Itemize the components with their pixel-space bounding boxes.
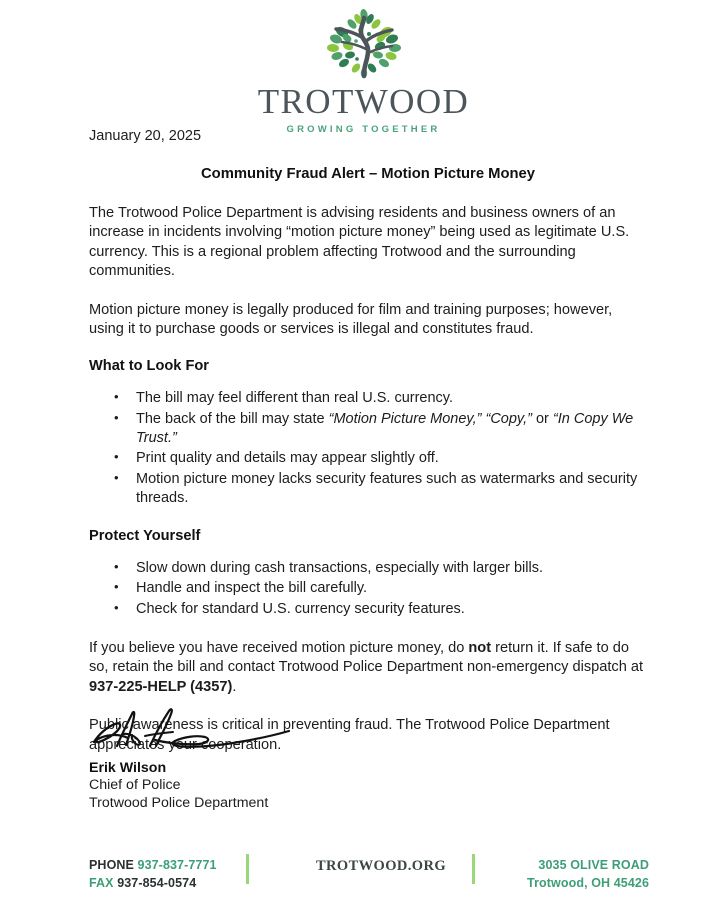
list-item-text: Print quality and details may appear slightly off. (136, 450, 439, 467)
letterhead (0, 8, 727, 135)
list-item (136, 389, 647, 408)
list-item (136, 600, 647, 619)
signer-title: Chief of Police (89, 777, 181, 793)
list-item-text: Handle and inspect the bill carefully. (136, 580, 368, 597)
contact-emphasis-not: not (468, 639, 492, 656)
list-item-text: Slow down during cash transactions, especially with larger bills. (136, 560, 543, 577)
fax-number: 937-854-0574 (117, 876, 197, 891)
list-item-text: The back of the bill may state (136, 410, 329, 427)
contact-part-2: return it. If safe to do so, retain the bill and contact Trotwood Police Department non-emergency dispatch at (89, 639, 644, 676)
contact-phone-number: 937-225-HELP (4357) (89, 678, 233, 695)
contact-paragraph (89, 639, 647, 697)
list-item (136, 470, 647, 509)
footer (0, 852, 727, 900)
closing-paragraph: Public awareness is critical in preventing fraud. The Trotwood Police Department appreciates your cooperation. (89, 717, 610, 753)
footer-website[interactable]: TROTWOOD.ORG (315, 858, 447, 874)
bullet-list-protect-yourself (89, 559, 647, 619)
handwritten-signature-icon (87, 706, 297, 758)
legal-paragraph: Motion picture money is legally produced for film and training purposes; however, using it to purchase goods or services is illegal and constitutes fraud. (89, 301, 613, 338)
contact-part-1: If you believe you have received motion picture money, do (89, 639, 469, 656)
footer-fax-row (89, 874, 217, 892)
footer-contact (89, 856, 217, 892)
list-item-text: or (531, 410, 553, 427)
list-item-text: “In Copy We Trust.” (136, 410, 634, 446)
phone-label: PHONE (89, 858, 134, 872)
fax-label: FAX (89, 876, 114, 891)
list-item-text: Check for standard U.S. currency security features. (136, 600, 465, 617)
section-heading-what-to-look-for: What to Look For (89, 358, 209, 375)
list-item (136, 579, 647, 598)
address-line-2: Trotwood, OH 45426 (527, 876, 649, 891)
logo-wordmark: TROTWOOD (257, 82, 470, 121)
letter-date: January 20, 2025 (89, 128, 202, 144)
list-item (136, 410, 647, 449)
section-heading-protect-yourself: Protect Yourself (89, 528, 201, 545)
footer-phone-row (89, 856, 217, 874)
signer-name: Erik Wilson (89, 760, 167, 776)
intro-paragraph: The Trotwood Police Department is advising residents and business owners of an increase in incidents involving “motion picture money” being used as legitimate U.S. currency. This is a regional problem affecting Trotwood and the surrounding communities. (89, 205, 630, 280)
list-item (136, 559, 647, 578)
footer-divider-right (472, 854, 475, 884)
footer-address (527, 856, 649, 892)
logo-tagline: GROWING TOGETHER (286, 124, 441, 135)
bullet-list-what-to-look-for (89, 389, 647, 508)
signature-block (89, 706, 419, 812)
signer-organization: Trotwood Police Department (89, 795, 269, 812)
list-item-text: “Motion Picture Money,” “Copy,” (328, 410, 532, 427)
page-title: Community Fraud Alert – Motion Picture Money (200, 166, 536, 182)
phone-number[interactable]: 937-837-7771 (137, 858, 217, 872)
trotwood-tree-logo-icon (316, 8, 412, 82)
contact-part-3: . (232, 678, 237, 695)
address-line-1: 3035 OLIVE ROAD (538, 858, 649, 872)
letter-body (89, 128, 647, 774)
footer-divider-left (246, 854, 249, 884)
list-item-text: Motion picture money lacks security features such as watermarks and security threads. (136, 470, 638, 506)
list-item-text: The bill may feel different than real U.S. currency. (136, 390, 453, 407)
list-item (136, 449, 647, 468)
